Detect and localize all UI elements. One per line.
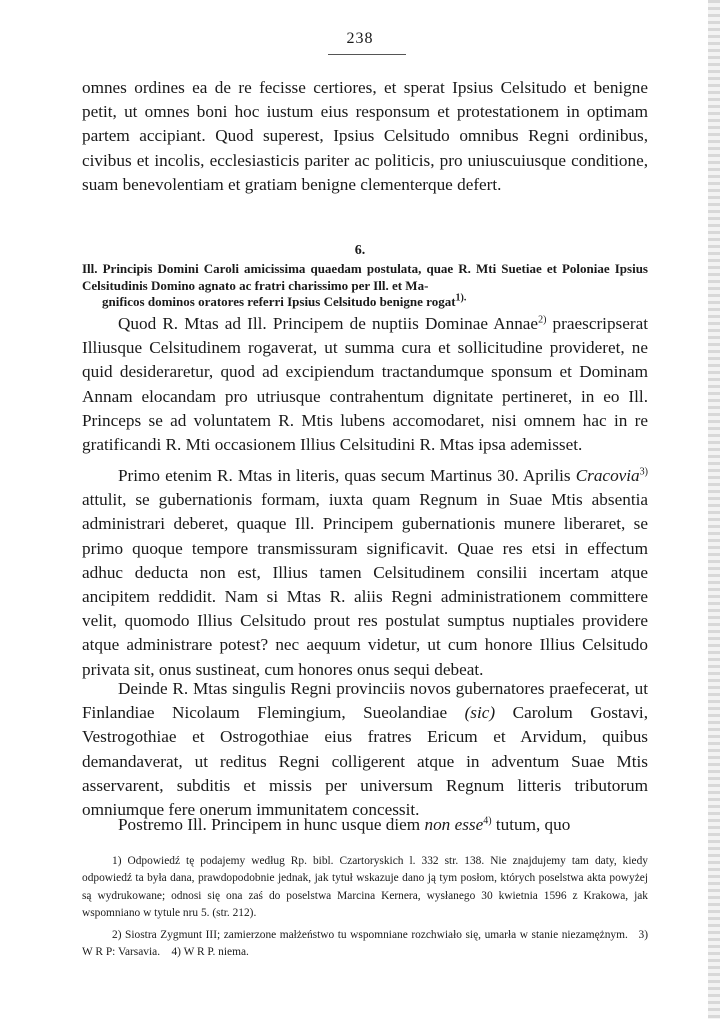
footnote-ref-1: 1). — [455, 292, 467, 304]
paragraph-3-text-a: Deinde R. Mtas singulis Regni provinciis novos gubernatores praefecerat, ut Finlandiae Nicolaum Flemingium, Sueolandiae — [82, 679, 648, 723]
section-heading-line2-text: gnificos dominos oratores referri Ipsius Celsitudo benigne rogat — [102, 294, 456, 309]
footnote-4: 4) W R P. niema. — [171, 946, 249, 959]
page-number-rule — [328, 54, 406, 55]
footnote-3: 3) W R P: Varsavia. — [82, 928, 649, 959]
intro-paragraph-text: omnes ordines ea de re fecisse certiores, et sperat Ipsius Celsitudo et benigne petit, ut omnes boni hoc iustum eius responsum et protestationem in optimam partem accipiant. Quod superest, Ipsius Celsitudo omnibus Regni ordinibus, civibus et incolis, ecclesiasticis pariter ac politicis, pro uniuscuiusque conditione, suam benevolentiam et gratiam benigne clementerque defert. — [82, 78, 648, 194]
paragraph-2 — [82, 464, 648, 682]
paragraph-1-text-b: praescripserat Illiusque Celsitudinem rogaverat, ut summa cura et sollicitudine provideret, ne quid desideraretur, quod ad excipiendum tractandumque sponsum et Dominam Annam elocandam pro utriusque contrahentum dignitate pertineret, in eo Ill. Princeps se ad voluntatem R. Mtis lubens accomodaret, nisi omnem hac in re gratificandi R. Mti occasionem Illius Celsitudini R. Mtas ipsa ademisset. — [82, 314, 648, 455]
paragraph-1-text-a: Quod R. Mtas ad Ill. Principem de nuptiis Dominae Annae — [118, 314, 539, 333]
paragraph-4-text-b: tutum, quo — [491, 815, 571, 834]
paragraph-3-italic: (sic) — [464, 703, 496, 723]
footnote-ref-4: 4) — [483, 815, 492, 827]
section-heading-line1: Ill. Principis Domini Caroli amicissima quaedam postulata, quae R. Mti Suetiae et Poloniae Ipsius Celsitudinis Domino agnato ac fratri charissimo per Ill. et Ma- — [82, 261, 648, 293]
page-number: 238 — [346, 30, 374, 47]
paragraph-2-text-b: attulit, se gubernationis formam, iuxta quam Regnum in Suae Mtis absentia administrari deberet, quaque Ill. Principem gubernationis munere liberaret, se primo quoque tempore transmissuram significavit. Quae res etsi in effectum adhuc deducta non est, Illius tamen Celsitudinem consilii incertam atque ancipitem reddidit. Nam si Mtas R. aliis Regni administrationem committere velit, quomodo Illius Celsitudo prout res postulat sumptus nuptiales providere atque administrare potest? nec aequum videtur, ut cum honore Illius Celsitudo privata sit, onus sustineat, cum honores onus sequi debeat. — [82, 490, 648, 679]
section-number: 6. — [354, 243, 366, 258]
footnote-ref-2: 2) — [538, 314, 547, 326]
paragraph-2-italic: Cracovia — [575, 466, 640, 485]
footnote-1: 1) Odpowiedź tę podajemy według Rp. bibl. Czartoryskich l. 332 str. 138. Nie znajdujemy tam daty, kiedy odpowiedź ta była dana, prawdopodobnie jednak, jak tytuł wskazuje dano ją tym posłom, których poselstwa akta powyżej są wydrukowane; odnosi się ona zaś do poselstwa Marcina Kernera, wysłanego 30 kwietnia 1596 z Krakowa, jak wspomniano w tytule nru 5. (str. 212). — [82, 855, 648, 920]
paragraph-3 — [82, 677, 648, 822]
paragraph-4 — [82, 813, 648, 837]
footnote-2-3-4 — [82, 927, 648, 962]
intro-paragraph — [82, 76, 648, 197]
paragraph-1 — [82, 312, 648, 457]
footnote-2: 2) Siostra Zygmunt III; zamierzone małżeństwo tu wspomniane rozchwiało się, umarła w stanie niezamężnym. — [112, 928, 628, 941]
section-heading-line2 — [82, 294, 648, 311]
paragraph-2-text-a: Primo etenim R. Mtas in literis, quas secum Martinus 30. Aprilis — [118, 466, 576, 485]
section-heading — [82, 261, 648, 311]
paragraph-4-italic: non esse — [424, 815, 484, 834]
paragraph-3-text-b: Carolum Gostavi, Vestrogothiae et Ostrogothiae eius fratres Ericum et Arvidum, quibus demandaverat, ut reditus Regni colligerent atque in adventum Suae Mtis asservarent, subditis et missis per universum Regnum litteris tributorum omniumque fere onerum immunitatem concessit. — [82, 703, 648, 820]
scan-edge — [708, 0, 720, 1019]
footnotes — [82, 853, 648, 961]
footnote-ref-3: 3) — [639, 466, 648, 478]
paragraph-4-text-a: Postremo Ill. Principem in hunc usque diem — [118, 815, 425, 834]
